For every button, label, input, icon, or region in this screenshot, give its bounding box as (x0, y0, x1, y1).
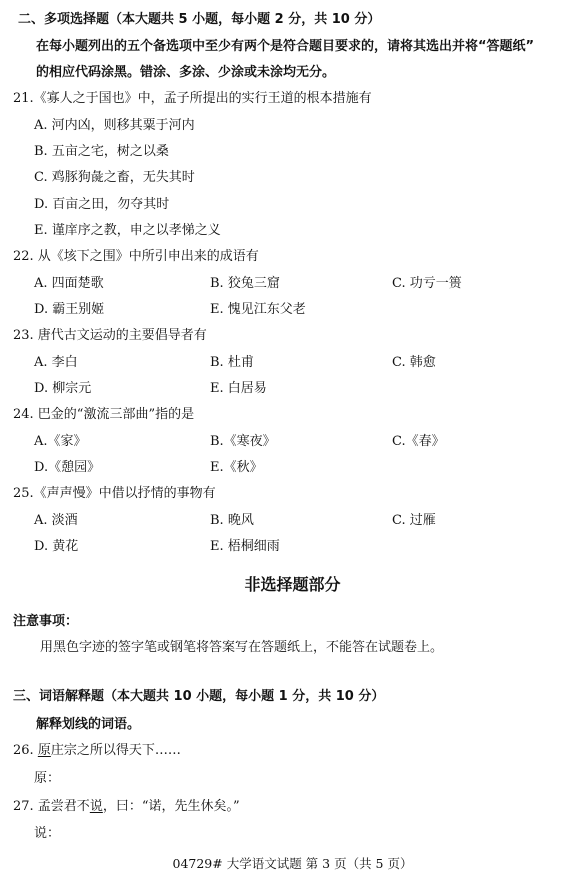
question-22-stem: 22. 从《垓下之围》中所引申出来的成语有 (13, 249, 259, 264)
section2-instruction-line1: 在每小题列出的五个备选项中至少有两个是符合题目要求的，请将其选出并将“答题纸” (36, 39, 535, 54)
question-25-option-a: A. 淡酒 (34, 513, 78, 528)
page-footer: 04729# 大学语文试题 第 3 页（共 5 页） (172, 856, 413, 871)
notice-title: 注意事项： (13, 614, 79, 629)
nonchoice-section-title: 非选择题部分 (244, 575, 341, 594)
question-21-option-e: E. 谨庠序之教，申之以孝悌之义 (34, 223, 221, 238)
notice-text: 用黑色字迹的签字笔或钢笔将答案写在答题纸上，不能答在试题卷上。 (40, 640, 444, 655)
question-23-option-c: C. 韩愈 (392, 355, 436, 370)
question-25-option-c: C. 过雁 (392, 513, 436, 528)
question-21-option-a: A. 河内凶，则移其粟于河内 (34, 118, 195, 133)
question-25-option-e: E. 梧桐细雨 (210, 539, 280, 554)
question-27 (13, 799, 240, 815)
question-23-stem: 23. 唐代古文运动的主要倡导者有 (13, 328, 207, 343)
question-24-stem: 24. 巴金的“激流三部曲”指的是 (13, 407, 195, 422)
question-24-option-e: E.《秋》 (210, 460, 263, 475)
question-23-option-d: D. 柳宗元 (34, 381, 92, 396)
question-26-number: 26. (13, 743, 34, 758)
question-21-option-b: B. 五亩之宅，树之以桑 (34, 144, 169, 159)
question-27-text-post: ，曰：“诺，先生休矣。” (102, 799, 240, 814)
section3-instruction: 解释划线的词语。 (36, 717, 141, 732)
question-21-stem: 21.《寡人之于国也》中，孟子所提出的实行王道的根本措施有 (13, 91, 372, 106)
question-26 (13, 743, 181, 759)
question-24-option-a: A.《家》 (34, 434, 87, 449)
question-25-option-b: B. 晚风 (210, 513, 254, 528)
question-22-option-a: A. 四面楚歌 (34, 276, 104, 291)
question-22-option-d: D. 霸王别姬 (34, 302, 105, 317)
question-23-option-b: B. 杜甫 (210, 355, 254, 370)
question-25-option-d: D. 黄花 (34, 539, 79, 554)
question-27-text-pre: 27. 孟尝君不 (13, 799, 90, 814)
question-22-option-e: E. 愧见江东父老 (210, 302, 306, 317)
question-25-stem: 25.《声声慢》中借以抒情的事物有 (13, 486, 216, 501)
section2-title: 二、多项选择题（本大题共 5 小题，每小题 2 分，共 10 分） (18, 12, 381, 27)
question-21-option-c: C. 鸡豚狗彘之畜，无失其时 (34, 170, 195, 185)
question-26-answer-label: 原： (34, 771, 61, 786)
question-26-underlined-word: 原 (37, 743, 51, 758)
question-22-option-c: C. 功亏一篑 (392, 276, 462, 291)
question-24-option-c: C.《春》 (392, 434, 445, 449)
question-27-answer-label: 说： (34, 826, 61, 841)
section3-title: 三、词语解释题（本大题共 10 小题，每小题 1 分，共 10 分） (13, 689, 385, 704)
question-23-option-e: E. 白居易 (210, 381, 267, 396)
question-22-option-b: B. 狡兔三窟 (210, 276, 280, 291)
question-24-option-d: D.《憩园》 (34, 460, 101, 475)
question-27-underlined-word: 说 (89, 799, 103, 814)
question-21-option-d: D. 百亩之田，勿夺其时 (34, 197, 170, 212)
section2-instruction-line2: 的相应代码涂黑。错涂、多涂、少涂或未涂均无分。 (36, 65, 336, 80)
question-23-option-a: A. 李白 (34, 355, 78, 370)
question-24-option-b: B.《寒夜》 (210, 434, 276, 449)
question-26-text: 庄宗之所以得天下…… (50, 743, 181, 758)
